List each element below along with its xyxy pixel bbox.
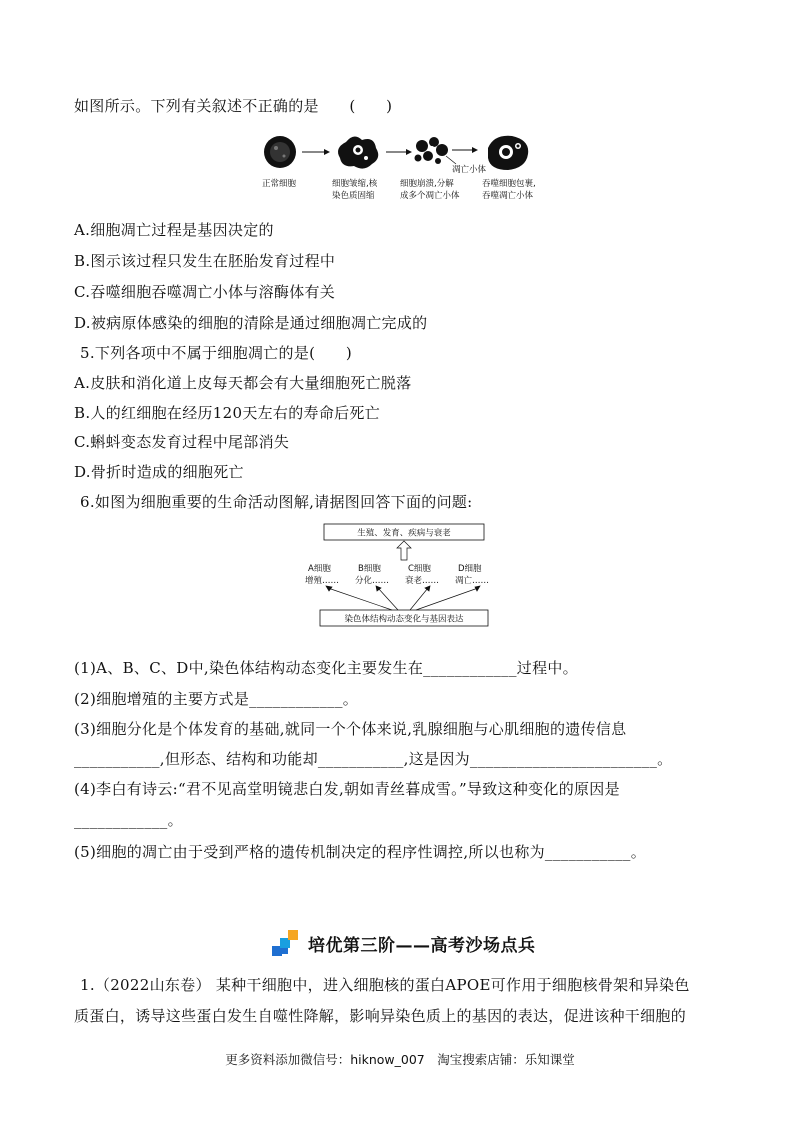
q5-stem: 5.下列各项中不属于细胞凋亡的是( ) xyxy=(80,344,353,362)
q6-line-6: ____________。 xyxy=(74,811,183,829)
stair-blocks-icon xyxy=(272,930,302,956)
callout-label: 凋亡小体 xyxy=(452,165,487,175)
item-d-l2: 凋亡…… xyxy=(455,576,490,586)
item-b-l1: B细胞 xyxy=(358,564,381,574)
shrunken-cell-icon xyxy=(338,136,378,168)
q5-option-a: A.皮肤和消化道上皮每天都会有大量细胞死亡脱落 xyxy=(74,374,412,392)
q6-line-4: ___________,但形态、结构和功能却___________,这是因为________________________。 xyxy=(74,750,673,768)
footer: 更多资料添加微信号：hiknow_007 淘宝搜索店铺：乐知课堂 xyxy=(225,1052,575,1067)
section-title xyxy=(272,930,536,956)
q4-option-d: D.被病原体感染的细胞的清除是通过细胞凋亡完成的 xyxy=(74,314,428,332)
item-a-l2: 增殖…… xyxy=(305,576,340,586)
normal-cell-icon xyxy=(264,136,296,168)
apoptosis-figure xyxy=(250,128,570,208)
fig-label-5: 成多个凋亡小体 xyxy=(400,191,460,201)
q6-line-3: (3)细胞分化是个体发育的基础,就同一个个体来说,乳腺细胞与心肌细胞的遗传信息 xyxy=(74,720,627,738)
fig-label-3: 染色质固缩 xyxy=(332,191,375,201)
item-c-l2: 衰老…… xyxy=(405,576,440,586)
q6-line-7: (5)细胞的凋亡由于受到严格的遗传机制决定的程序性调控,所以也称为___________。 xyxy=(74,843,647,861)
q1-line-2: 质蛋白，诱导这些蛋白发生自噬性降解，影响异染色质上的基因的表达，促进该种干细胞的 xyxy=(74,1007,687,1025)
q4-option-c: C.吞噬细胞吞噬凋亡小体与溶酶体有关 xyxy=(74,283,336,301)
q4-stem: 如图所示。下列有关叙述不正确的是 ( ) xyxy=(74,97,393,115)
q4-option-b: B.图示该过程只发生在胚胎发育过程中 xyxy=(74,252,336,270)
item-b-l2: 分化…… xyxy=(355,576,390,586)
item-d-l1: D细胞 xyxy=(458,564,482,574)
q5-option-c: C.蝌蚪变态发育过程中尾部消失 xyxy=(74,433,290,451)
fig-label-1: 正常细胞 xyxy=(262,179,297,189)
fig-label-7: 吞噬凋亡小体 xyxy=(482,191,534,201)
bottom-box-label: 染色体结构动态变化与基因表达 xyxy=(344,614,464,625)
q4-option-a: A.细胞凋亡过程是基因决定的 xyxy=(74,221,274,239)
fig-label-6: 吞噬细胞包裹, xyxy=(482,179,536,189)
item-a-l1: A细胞 xyxy=(308,564,331,574)
up-arrow-icon xyxy=(397,541,411,560)
top-box-label: 生殖、发育、疾病与衰老 xyxy=(357,528,451,539)
item-c-l1: C细胞 xyxy=(408,564,431,574)
section-title-text: 培优第三阶——高考沙场点兵 xyxy=(308,935,536,956)
q6-line-2: (2)细胞增殖的主要方式是____________。 xyxy=(74,690,359,708)
diagram-arrows xyxy=(326,586,480,610)
cell-activity-diagram xyxy=(300,520,510,630)
apoptotic-bodies-icon xyxy=(415,137,449,164)
q6-line-5: (4)李白有诗云:“君不见高堂明镜悲白发,朝如青丝暮成雪。”导致这种变化的原因是 xyxy=(74,780,620,798)
q5-option-b: B.人的红细胞在经历120天左右的寿命后死亡 xyxy=(74,404,381,422)
q6-line-1: (1)A、B、C、D中,染色体结构动态变化主要发生在____________过程中。 xyxy=(74,659,578,677)
q1-line-1: 1.（2022山东卷） 某种干细胞中，进入细胞核的蛋白APOE可作用于细胞核骨架和异染色 xyxy=(80,976,690,994)
q5-option-d: D.骨折时造成的细胞死亡 xyxy=(74,463,244,481)
phagocyte-icon xyxy=(488,136,528,170)
fig-label-2: 细胞皱缩,核 xyxy=(332,179,378,189)
fig-label-4: 细胞崩溃,分解 xyxy=(400,179,454,189)
q6-stem: 6.如图为细胞重要的生命活动图解,请据图回答下面的问题: xyxy=(80,493,473,511)
